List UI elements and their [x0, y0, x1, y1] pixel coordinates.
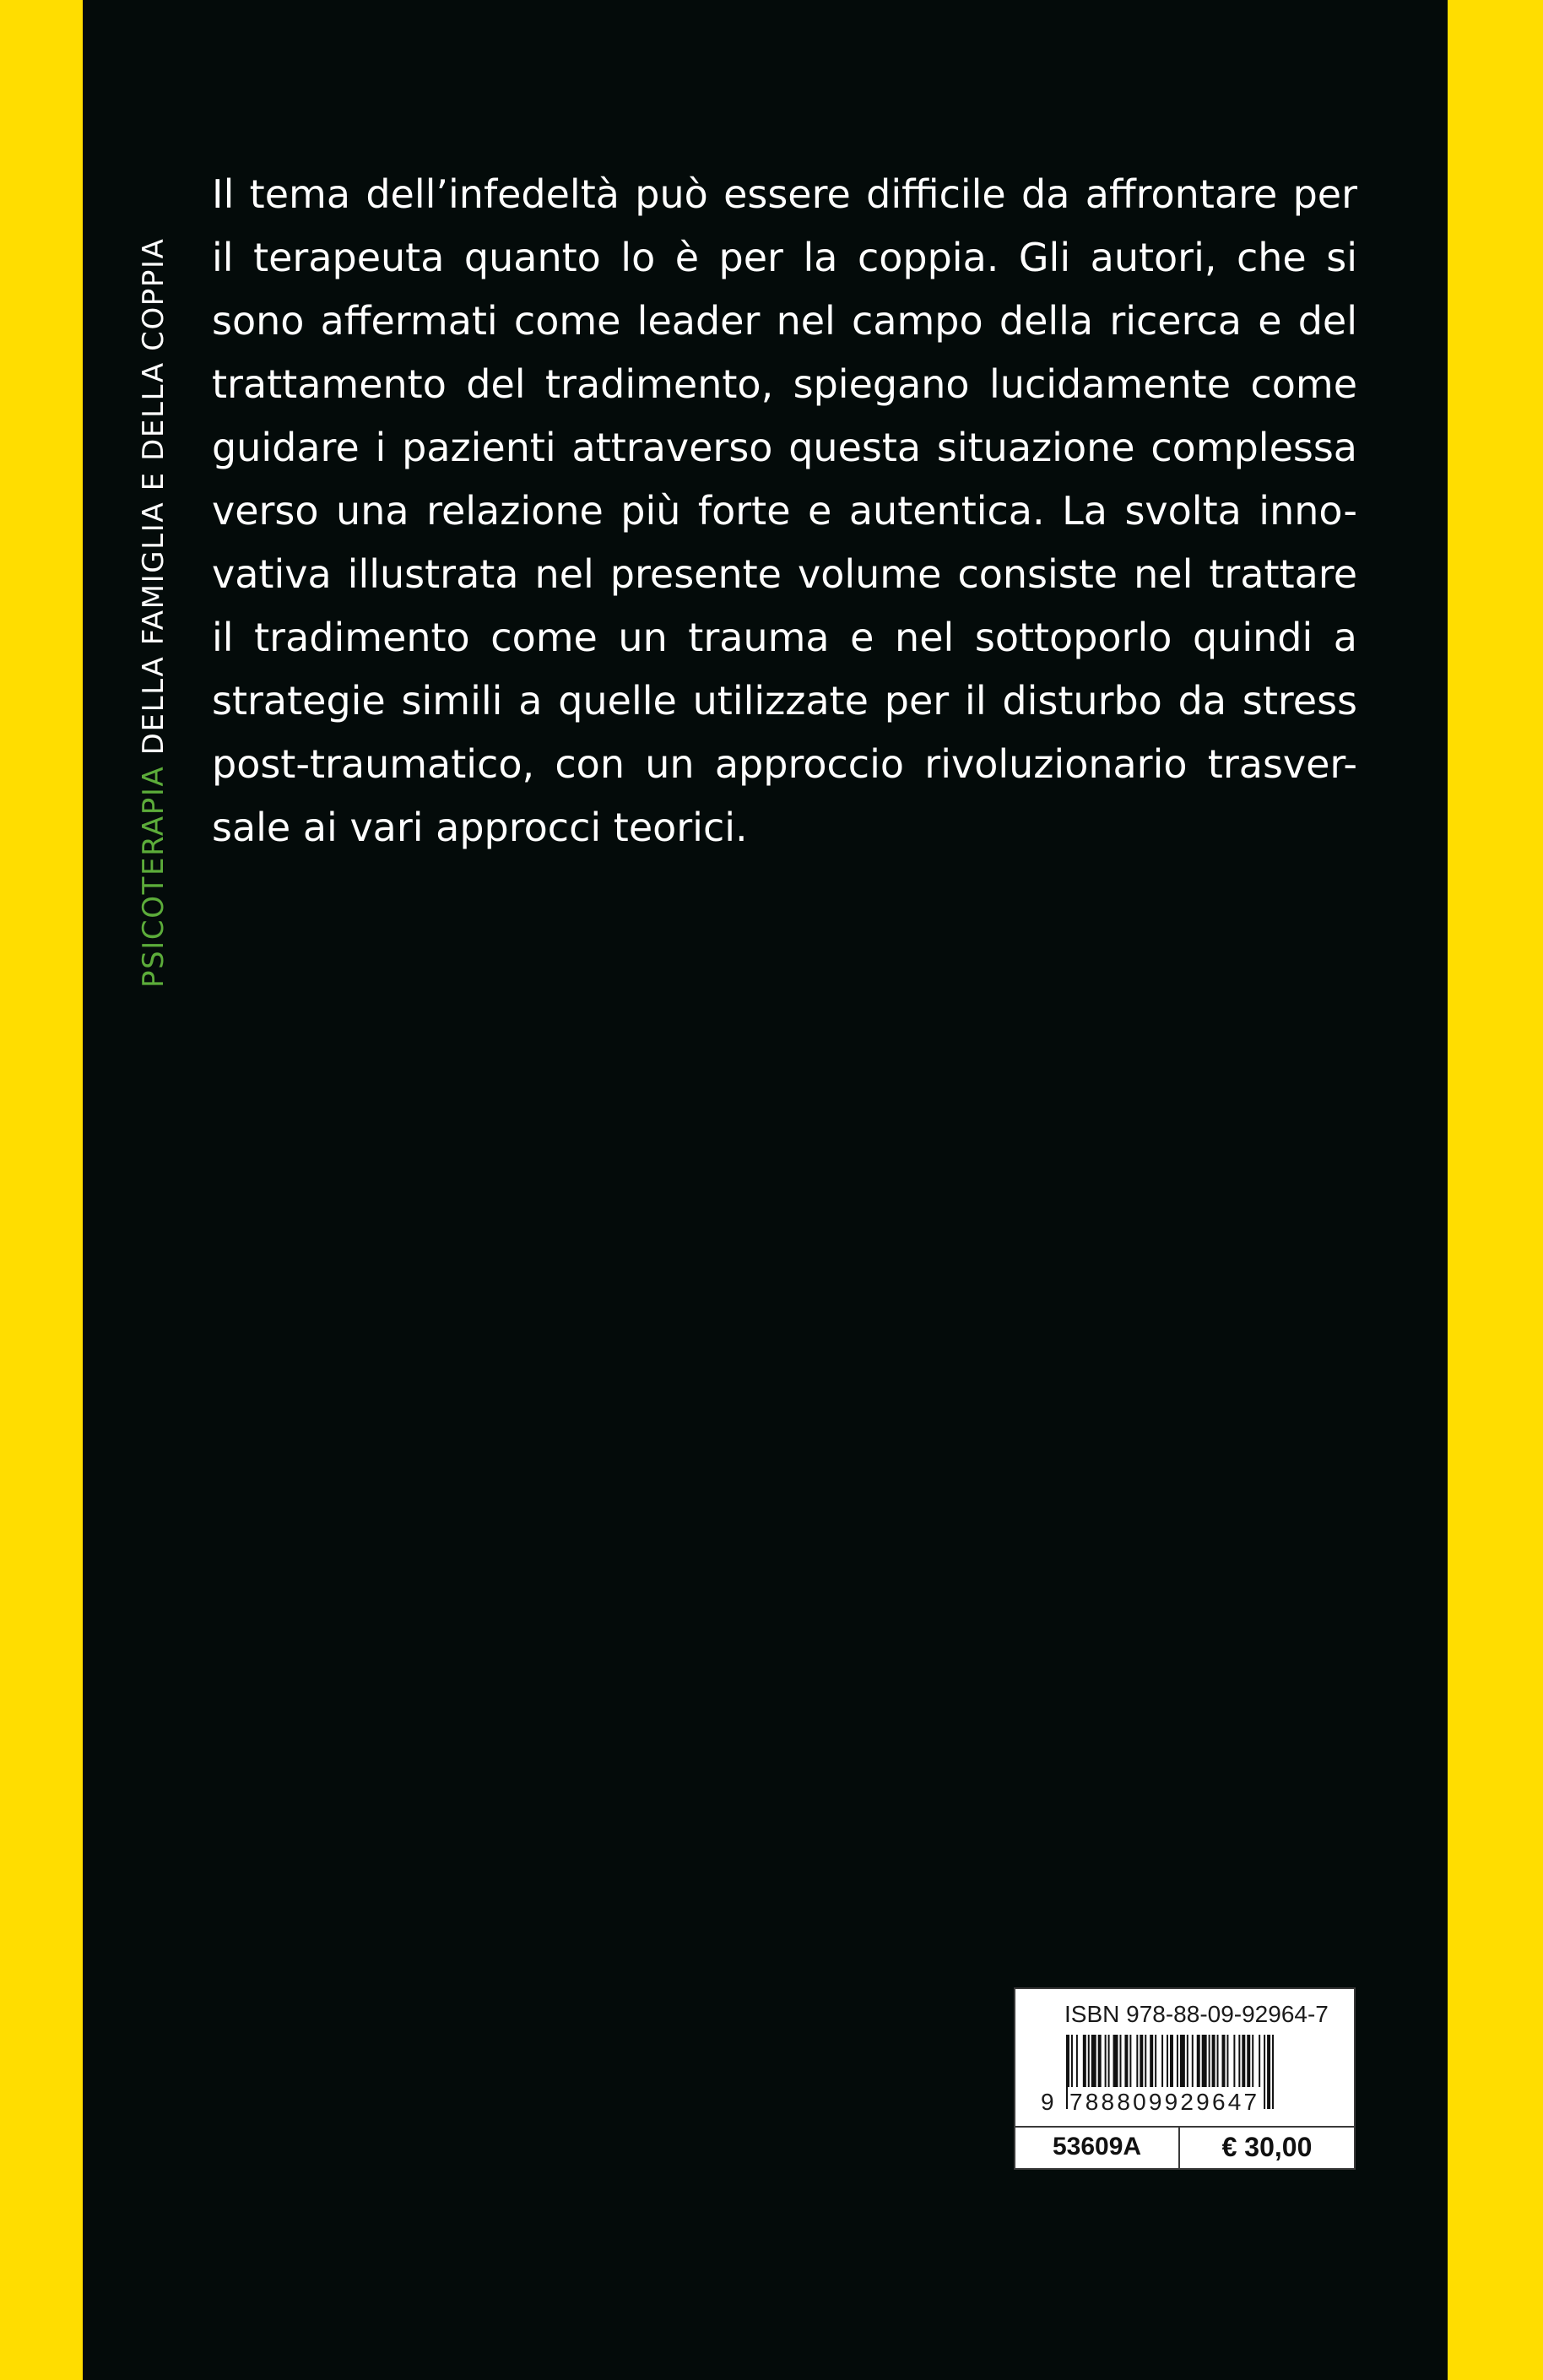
- series-title: [137, 237, 171, 989]
- barcode-label: [1014, 1987, 1356, 2170]
- barcode-digit-first: 9: [1041, 2089, 1054, 2115]
- price: € 30,00: [1180, 2126, 1354, 2168]
- blurb-line: guidare i pazienti attraverso questa situazione complessa: [212, 425, 1357, 470]
- blurb-text: [212, 163, 1357, 859]
- blurb-line: vativa illustrata nel presente volume consiste nel trattare: [212, 551, 1357, 597]
- blurb-line: il tradimento come un trauma e nel sottoporlo quindi a: [212, 615, 1357, 660]
- series-name: PSICOTERAPIA: [137, 765, 171, 988]
- barcode-digits-rest: 788809929647: [1068, 2087, 1261, 2117]
- blurb-line: il terapeuta quanto lo è per la coppia. Gli autori, che si: [212, 235, 1357, 280]
- barcode-digits: [1041, 2087, 1328, 2117]
- blurb-line: sono affermati come leader nel campo della ricerca e del: [212, 298, 1357, 344]
- product-code: 53609A: [1015, 2126, 1180, 2168]
- blurb-line: post-traumatico, con un approccio rivoluzionario trasver-: [212, 741, 1357, 787]
- blurb-line: verso una relazione più forte e autentica. La svolta inno-: [212, 488, 1357, 534]
- collection-name: DELLA FAMIGLIA E DELLA COPPIA: [137, 237, 171, 756]
- blurb-line: sale ai vari approcci teorici.: [212, 805, 748, 850]
- isbn-number: ISBN 978-88-09-92964-7: [1064, 2001, 1329, 2027]
- blurb-line: strategie simili a quelle utilizzate per il disturbo da stress: [212, 678, 1357, 724]
- blurb-line: trattamento del tradimento, spiegano lucidamente come: [212, 361, 1357, 407]
- blurb-line: Il tema dell’infedeltà può essere difficile da affrontare per: [212, 171, 1357, 217]
